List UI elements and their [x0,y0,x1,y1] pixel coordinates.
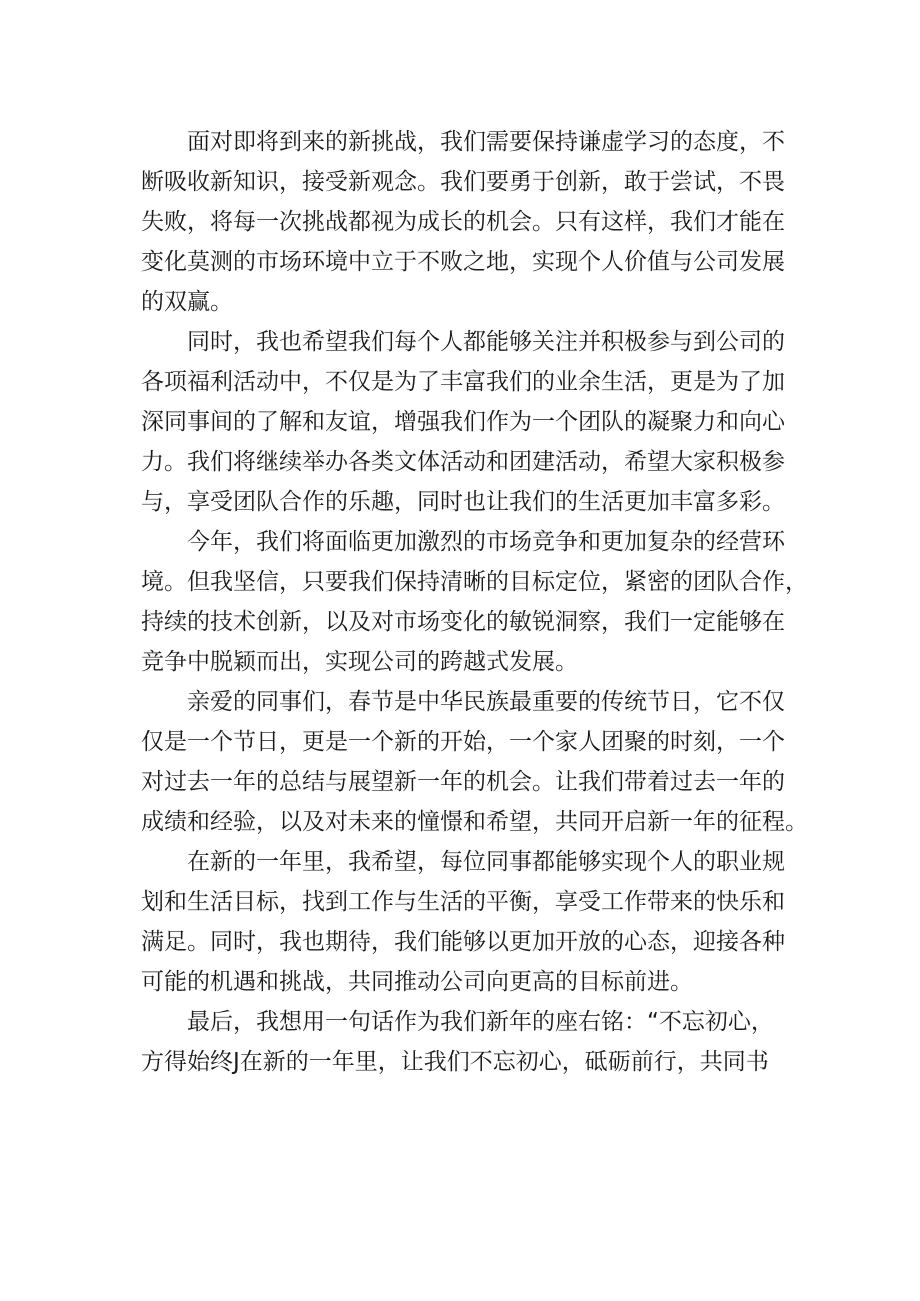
text-line: 对过去一年的总结与展望新一年的机会。让我们带着过去一年的 [141,769,785,795]
text-line: 最后，我想用一句话作为我们新年的座右铭：“不忘初心， [187,1009,774,1035]
text-line: 变化莫测的市场环境中立于不败之地，实现个人价值与公司发展 [141,249,785,275]
text-line: 竞争中脱颖而出，实现公司的跨越式发展。 [141,649,578,675]
text-line: 持续的技术创新，以及对市场变化的敏锐洞察，我们一定能够在 [141,609,785,635]
text-line: 各项福利活动中，不仅是为了丰富我们的业余生活，更是为了加 [141,369,785,395]
text-line: 亲爱的同事们，春节是中华民族最重要的传统节日，它不仅 [187,689,785,715]
text-line: 深同事间的了解和友谊，增强我们作为一个团队的凝聚力和向心 [141,409,785,435]
text-line: 境。但我坚信，只要我们保持清晰的目标定位，紧密的团队合作， [141,569,808,595]
paragraph-market-competition [141,522,808,682]
text-line: 失败，将每一次挑战都视为成长的机会。只有这样，我们才能在 [141,209,785,235]
text-line: 力。我们将继续举办各类文体活动和团建活动，希望大家积极参 [141,449,785,475]
text-line: 断吸收新知识，接受新观念。我们要勇于创新，敢于尝试，不畏 [141,169,785,195]
paragraph-motto [141,1002,791,1082]
text-line: 面对即将到来的新挑战，我们需要保持谦虚学习的态度，不 [187,129,785,155]
document-body [141,122,808,1082]
text-line: 划和生活目标，找到工作与生活的平衡，享受工作带来的快乐和 [141,889,785,915]
text-line: 可能的机遇和挑战，共同推动公司向更高的目标前进。 [141,969,693,995]
text-line: 今年，我们将面临更加激烈的市场竞争和更加复杂的经营环 [187,529,785,555]
text-line: 成绩和经验，以及对未来的憧憬和希望，共同开启新一年的征程。 [141,809,808,835]
paragraph-new-challenges [141,122,791,322]
text-line: 满足。同时，我也期待，我们能够以更加开放的心态，迎接各种 [141,929,785,955]
text-line: 的双赢。 [141,289,233,315]
text-line: 在新的一年里，我希望，每位同事都能够实现个人的职业规 [187,849,785,875]
paragraph-spring-festival [141,682,808,842]
text-line: 同时，我也希望我们每个人都能够关注并积极参与到公司的 [187,329,785,355]
paragraph-welfare-activities [141,322,791,522]
paragraph-new-year-hopes [141,842,791,1002]
text-line: 仅是一个节日，更是一个新的开始，一个家人团聚的时刻，一个 [141,729,785,755]
text-line: 与，享受团队合作的乐趣，同时也让我们的生活更加丰富多彩。 [141,489,785,515]
text-line: 方得始终J在新的一年里，让我们不忘初心，砥砺前行，共同书 [141,1049,769,1075]
